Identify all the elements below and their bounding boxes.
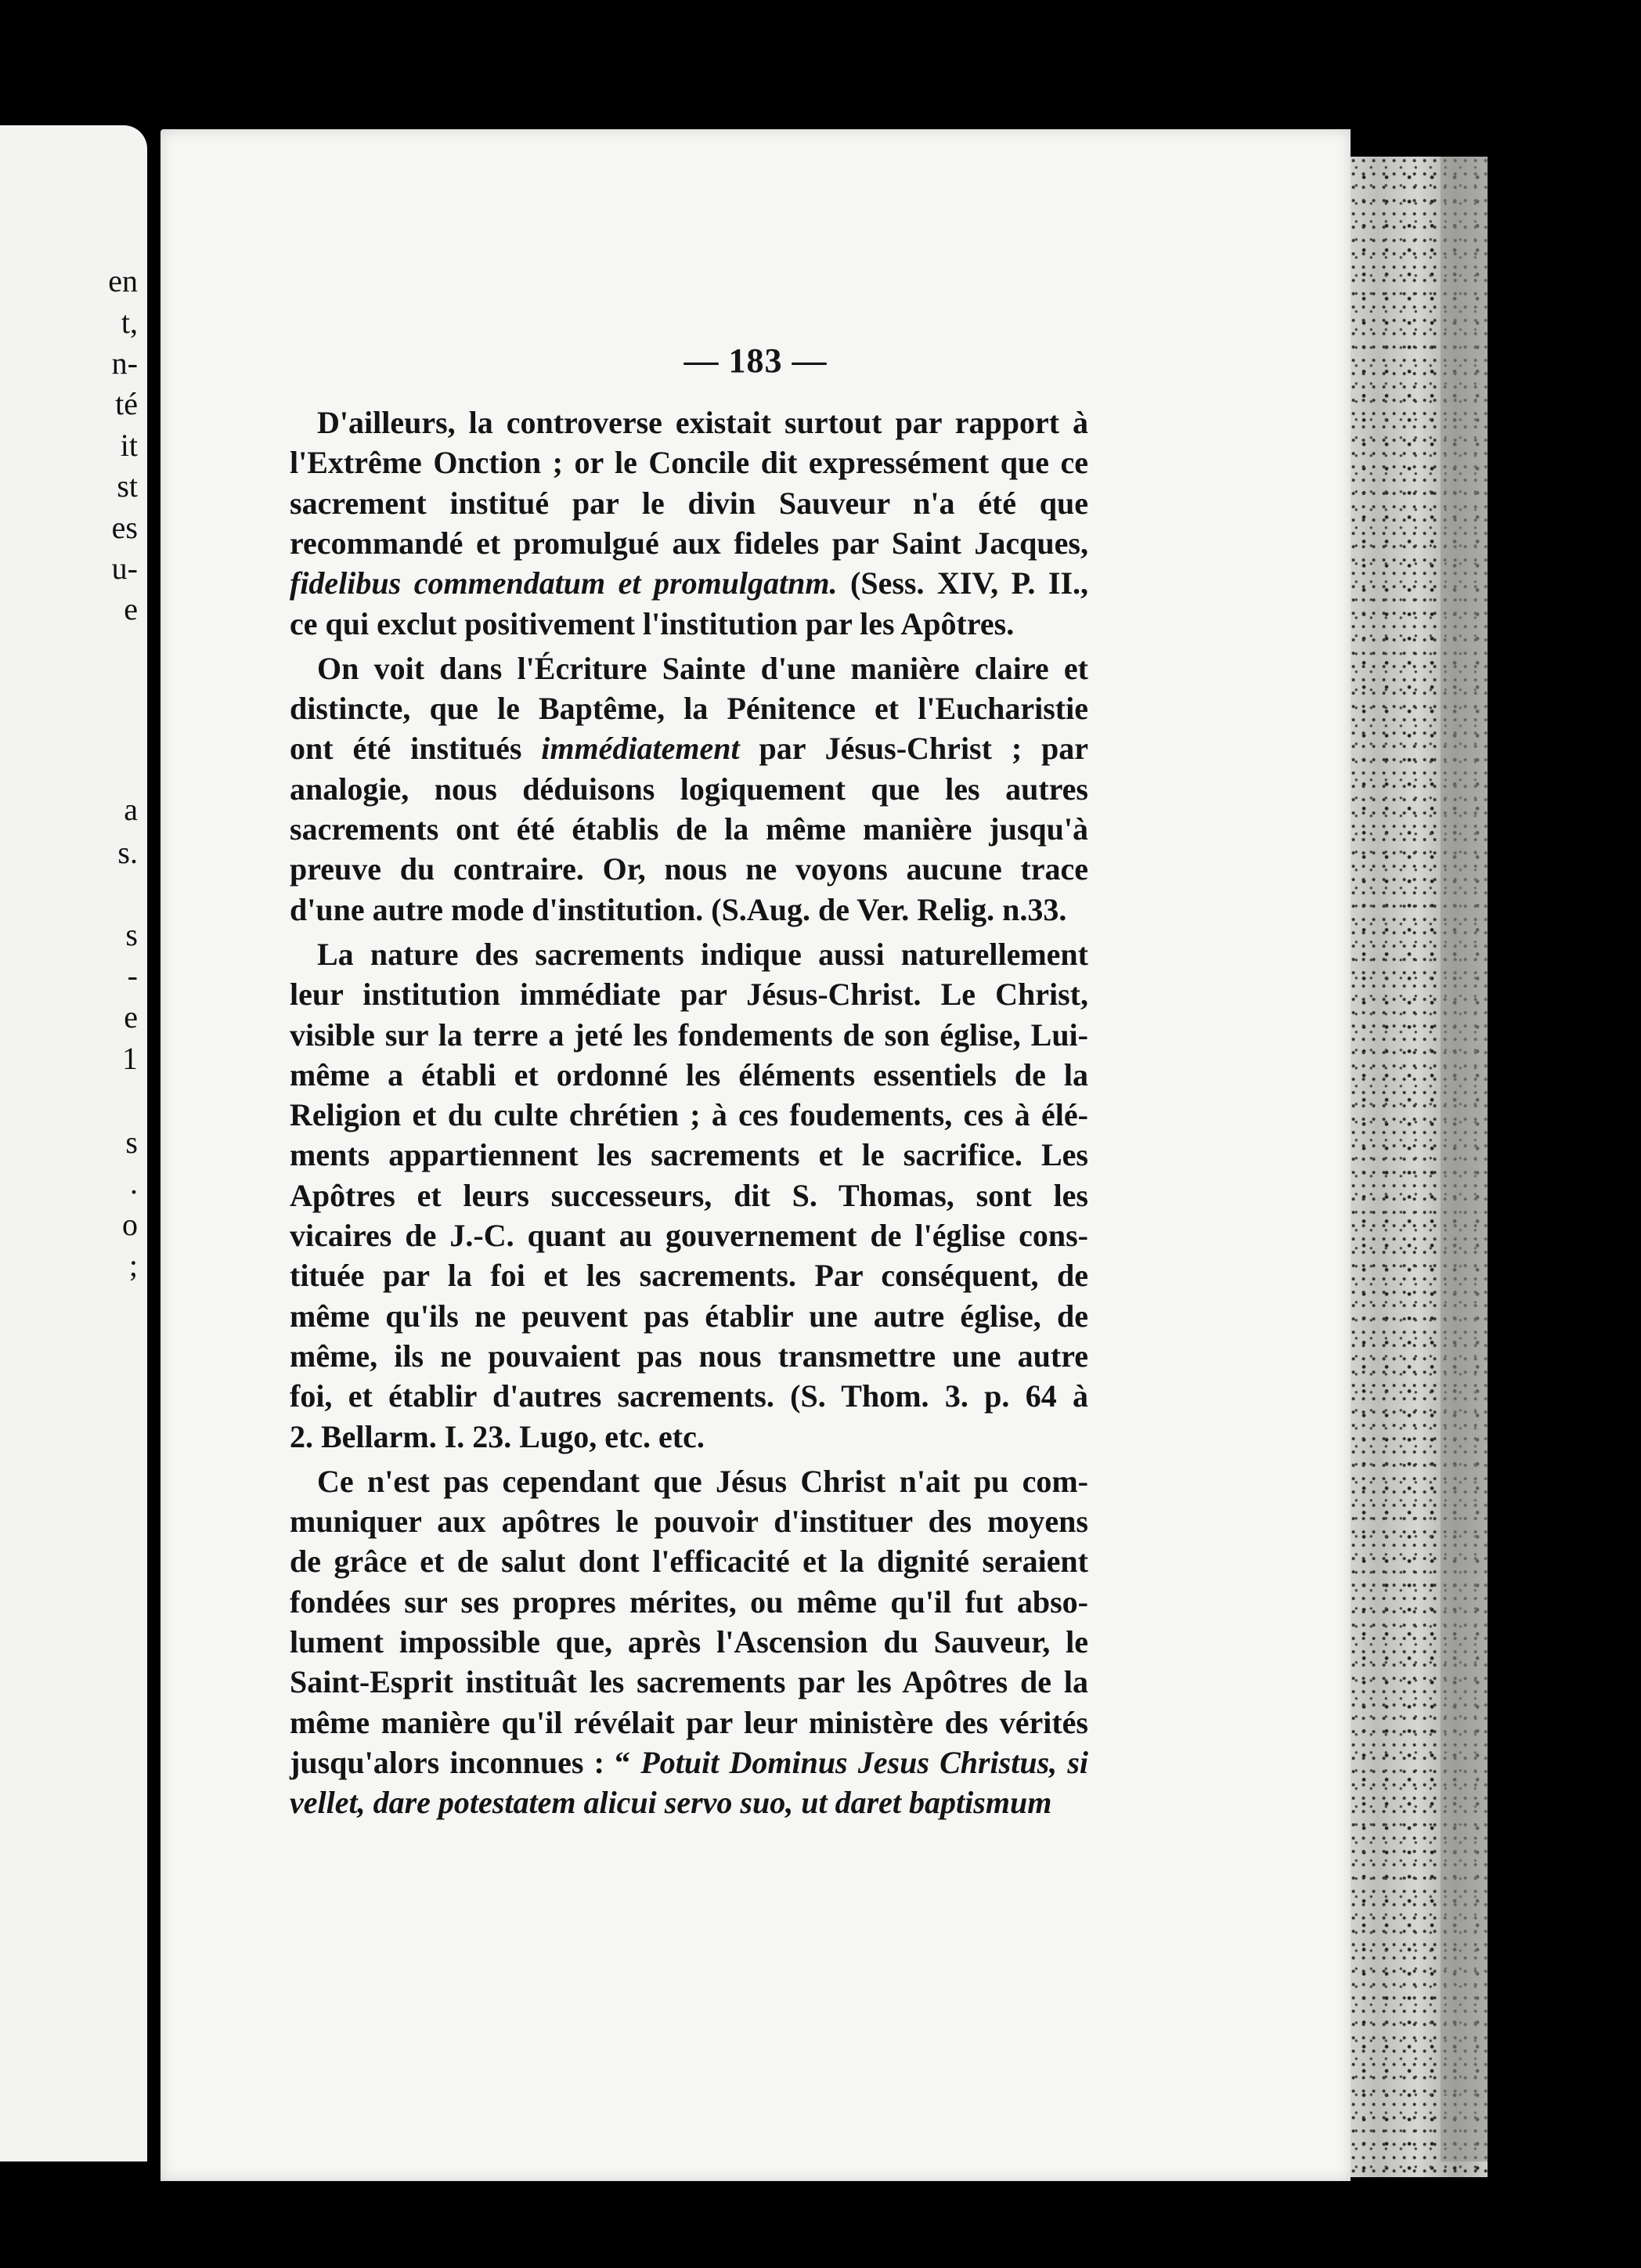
text-line xyxy=(290,890,1088,930)
text-line xyxy=(290,850,1088,889)
text-segment: La nature des sacrements indique aussi naturellement xyxy=(317,936,1088,972)
previous-page-text-fragment: en xyxy=(108,263,138,298)
text-segment: lument impossible que, après l'Ascension du Sauveur, le xyxy=(290,1624,1088,1659)
text-segment: fondées sur ses propres mérites, ou même qu'il fut abso- xyxy=(290,1584,1088,1620)
text-segment: même manière qu'il révélait par leur ministère des vérités xyxy=(290,1704,1088,1740)
text-line xyxy=(290,1542,1088,1581)
text-line xyxy=(290,484,1088,523)
text-segment: (Sess. XIV, P. II., xyxy=(837,565,1089,601)
italic-text: vellet, dare potestatem alicui servo suo, ut daret baptismum xyxy=(290,1785,1052,1821)
previous-page-text-fragment: es xyxy=(111,510,138,545)
text-segment: jusqu'alors inconnues : “ xyxy=(290,1744,641,1780)
text-segment: Religion et du culte chrétien ; à ces foudements, ces à élé- xyxy=(290,1097,1088,1133)
previous-page-text-fragment: . xyxy=(130,1165,138,1201)
previous-page-text-fragment: a xyxy=(124,792,138,827)
italic-text: Potuit Dominus Jesus Christus, si xyxy=(640,1744,1088,1780)
book-page xyxy=(160,129,1351,2181)
text-line xyxy=(290,1783,1088,1822)
previous-page-text-fragment: st xyxy=(117,468,138,504)
previous-page-text-fragment: s. xyxy=(117,835,138,870)
text-segment: tituée par la foi et les sacrements. Par conséquent, de xyxy=(290,1258,1088,1294)
text-segment: vicaires de J.-C. quant au gouvernement de l'église cons- xyxy=(290,1218,1088,1253)
text-segment: ments appartiennent les sacrements et le sacrifice. Les xyxy=(290,1137,1088,1173)
text-segment: l'Extrême Onction ; or le Concile dit expressément que ce xyxy=(290,445,1088,481)
previous-page-text-fragment: s xyxy=(125,917,138,952)
text-line xyxy=(290,1016,1088,1055)
text-line xyxy=(290,1297,1088,1336)
text-line xyxy=(290,1502,1088,1541)
text-line xyxy=(290,1663,1088,1702)
text-line xyxy=(290,564,1088,603)
text-segment: de grâce et de salut dont l'efficacité et la dignité seraient xyxy=(290,1544,1088,1580)
text-segment: analogie, nous déduisons logiquement que les autres xyxy=(290,771,1088,807)
previous-page-text-fragment: u- xyxy=(111,551,138,586)
text-line xyxy=(290,1337,1088,1376)
previous-page-text-fragment: it xyxy=(120,428,138,463)
text-segment: ce qui exclut positivement l'institution par les Apôtres. xyxy=(290,605,1015,641)
previous-page-text-fragment: e xyxy=(124,591,138,627)
text-line xyxy=(290,1216,1088,1255)
text-line xyxy=(317,649,1088,688)
text-segment: par Jésus-Christ ; par xyxy=(739,731,1089,767)
text-segment: même a établi et ordonné les éléments essentiels de la xyxy=(290,1056,1088,1092)
text-segment: Ce n'est pas cependant que Jésus Christ n'ait pu com- xyxy=(317,1463,1088,1499)
text-line xyxy=(290,770,1088,809)
text-segment: distincte, que le Baptême, la Pénitence et l'Eucharistie xyxy=(290,691,1088,727)
previous-page-text-fragment: e xyxy=(124,999,138,1035)
text-segment: sacrement institué par le divin Sauveur n'a été que xyxy=(290,485,1088,521)
text-line xyxy=(290,1623,1088,1662)
text-line xyxy=(290,1703,1088,1743)
text-segment: On voit dans l'Écriture Sainte d'une manière claire et xyxy=(317,650,1088,686)
text-line xyxy=(290,1136,1088,1175)
italic-text: immédiatement xyxy=(541,731,740,767)
text-segment: d'une autre mode d'institution. (S.Aug. de Ver. Relig. n.33. xyxy=(290,891,1067,927)
text-segment: même qu'ils ne peuvent pas établir une autre église, de xyxy=(290,1298,1088,1334)
text-segment: preuve du contraire. Or, nous ne voyons aucune trace xyxy=(290,851,1088,887)
previous-page-text-fragment: - xyxy=(127,958,138,993)
text-segment: foi, et établir d'autres sacrements. (S. Thom. 3. p. 64 à xyxy=(290,1378,1088,1414)
text-line xyxy=(317,403,1088,442)
previous-page-text-fragment: s xyxy=(125,1125,138,1160)
text-line xyxy=(290,443,1088,482)
previous-page-text-fragment: 1 xyxy=(122,1041,138,1076)
text-segment: recommandé et promulgué aux fideles par Saint Jacques, xyxy=(290,525,1088,561)
text-segment: ont été institués xyxy=(290,731,542,767)
text-segment: 2. Bellarm. I. 23. Lugo, etc. etc. xyxy=(290,1418,705,1454)
text-line xyxy=(290,524,1088,563)
previous-page-edge xyxy=(0,125,147,2161)
text-line xyxy=(290,1418,1088,1457)
text-line xyxy=(290,689,1088,728)
text-line xyxy=(290,605,1088,644)
text-line xyxy=(290,1743,1088,1782)
text-line xyxy=(290,729,1088,768)
text-line xyxy=(290,1096,1088,1135)
page-number: — 183 — xyxy=(683,341,828,380)
previous-page-text-fragment: n- xyxy=(111,345,138,381)
text-line xyxy=(290,1176,1088,1215)
text-line xyxy=(290,1256,1088,1295)
text-segment: même, ils ne pouvaient pas nous transmettre une autre xyxy=(290,1338,1088,1374)
text-line xyxy=(290,975,1088,1014)
text-line xyxy=(290,1056,1088,1095)
text-segment: sacrements ont été établis de la même manière jusqu'à xyxy=(290,811,1088,847)
text-line xyxy=(290,1583,1088,1622)
italic-text: fidelibus commendatum et promulgatnm. xyxy=(290,565,838,601)
text-segment: D'ailleurs, la controverse existait surtout par rapport à xyxy=(317,405,1088,440)
previous-page-text-fragment: o xyxy=(122,1207,138,1242)
text-segment: Saint-Esprit instituât les sacrements par les Apôtres de la xyxy=(290,1664,1088,1700)
text-line xyxy=(317,1462,1088,1501)
previous-page-text-fragment: t, xyxy=(121,305,138,340)
text-line xyxy=(290,810,1088,849)
text-line xyxy=(290,1377,1088,1416)
text-segment: muniquer aux apôtres le pouvoir d'instituer des moyens xyxy=(290,1504,1088,1540)
book-edge-shadow xyxy=(1441,157,1488,2161)
text-line xyxy=(317,935,1088,974)
text-segment: visible sur la terre a jeté les fondements de son église, Lui- xyxy=(290,1017,1088,1053)
previous-page-text-fragment: té xyxy=(115,386,138,421)
text-segment: leur institution immédiate par Jésus-Christ. Le Christ, xyxy=(290,977,1088,1013)
previous-page-text-fragment: ; xyxy=(128,1248,138,1283)
text-segment: Apôtres et leurs successeurs, dit S. Thomas, sont les xyxy=(290,1177,1088,1213)
